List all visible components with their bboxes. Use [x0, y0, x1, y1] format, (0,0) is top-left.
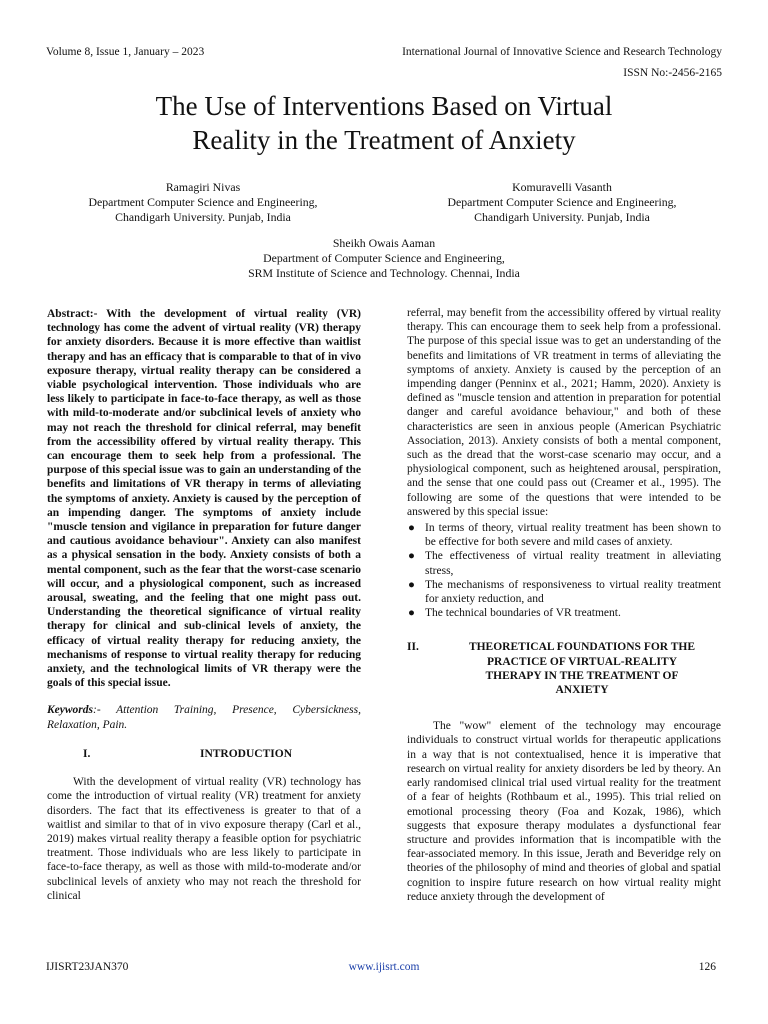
introduction-paragraph: With the development of virtual reality (VR) technology has come the introduction of virtual reality (VR) treatment for anxiety disorders. The fact that its effectiveness is greater to that of a waitlist and similar to that of in vivo exposure therapy (Carl et al., 2019) makes virtual reality therapy a feasible option for psychiatric treatment. Those individuals who are less likely to participate in face-to-face therapy, as well as those with mild-to-moderate and/or subclinical levels of anxiety who may not reach the threshold for clinical	[47, 776, 361, 902]
paper-title-line-1: The Use of Interventions Based on Virtual	[155, 91, 613, 121]
page-number: 126	[698, 961, 716, 973]
running-header-journal: International Journal of Innovative Science and Research Technology	[402, 46, 722, 58]
section-2-number: II.	[407, 641, 419, 654]
author-department: Department Computer Science and Engineering,	[447, 194, 677, 209]
bullet-icon: ●	[408, 550, 415, 563]
author-name: Sheikh Owais Aaman	[332, 236, 436, 250]
author-block-1	[38, 180, 368, 224]
question-list	[407, 521, 721, 620]
list-item: ● The technical boundaries of VR treatment.	[408, 607, 621, 620]
section-2-title: THEORETICAL FOUNDATIONS FOR THE PRACTICE OF VIRTUAL-REALITY THERAPY IN THE TREATMENT OF ANXIETY	[468, 641, 696, 697]
section-1-title: INTRODUCTION	[199, 747, 292, 760]
keywords	[47, 703, 361, 731]
running-header-issn: ISSN No:-2456-2165	[623, 67, 722, 79]
author-block-2	[397, 180, 727, 224]
author-department: Department of Computer Science and Engineering,	[263, 250, 505, 265]
paper-title-line-2: Reality in the Treatment of Anxiety	[192, 125, 576, 155]
footer-website-link[interactable]: www.ijisrt.com	[348, 961, 420, 973]
introduction-continued: referral, may benefit from the accessibility offered by virtual reality therapy. This can encourage them to seek help from a professional. The purpose of this special issue was to get an understanding of the benefits and limitations of VR treatment in terms of alleviating the symptoms of anxiety. Anxiety is caused by the perception of an impending danger (Penninx et al., 2021; Hamm, 2020). Anxiety is defined as "muscle tension and attention in preparation for potential danger and careful avoidance behaviour," and both of these characteristics are seen in anxious people (American Psychiatric Association, 2013). Anxiety consists of both a mental component, such as the dread that the worst-case scenario may occur, and a physiological component, such as heightened arousal, perspiration, and the sense that one could pass out (Creamer et al., 1995). The following are some of the questions that were intended to be answered by this special issue:	[407, 307, 721, 518]
author-institution: Chandigarh University. Punjab, India	[115, 209, 291, 224]
abstract: Abstract:- With the development of virtual reality (VR) technology has come the advent of virtual reality (VR) therapy for anxiety disorders. Because it is more effective than waitlist therapy and has an efficacy that is comparable to that of in vivo exposure therapy, virtual reality therapy can be considered a viable psychological intervention. Those individuals who are less likely to participate in face-to-face therapy, as well as those with mild-to-moderate and/or subclinical levels of anxiety who may not reach the threshold for clinical referral, may benefit from the accessibility offered by virtual reality therapy. This can encourage them to seek help from a professional. The purpose of this special issue was to gain an understanding of the benefits and limitations of VR therapy in terms of alleviating the symptoms of anxiety. Anxiety is caused by the perception of an impending danger. The symptoms of anxiety include "muscle tension and vigilance in preparation for future danger and cautious avoidance behaviour". Anxiety can also manifest as a physical sensation in the body. Anxiety consists of both a mental component, such as the fear that the worst-case scenario will occur, and a physiological component, such as increased arousal, sweating, and the feeling that one might pass out. Understanding the theoretical significance of virtual reality therapy for clinical and sub-clinical levels of anxiety, the efficacy of virtual reality therapy for reducing anxiety, the mechanisms of response to virtual reality therapy for reducing anxiety, and the technological limits of VR therapy were the goals of this special issue.	[47, 308, 361, 690]
left-column	[47, 307, 361, 903]
bullet-icon: ●	[408, 578, 415, 591]
author-block-3	[219, 236, 549, 280]
bullet-icon: ●	[408, 607, 415, 620]
section-1-number: I.	[83, 747, 91, 760]
list-item: ● The mechanisms of responsiveness to virtual reality treatment for anxiety reduction, and	[408, 578, 721, 606]
author-institution: Chandigarh University. Punjab, India	[474, 209, 650, 224]
author-institution: SRM Institute of Science and Technology. Chennai, India	[248, 265, 520, 280]
keywords-text: :- Attention Training, Presence, Cybersickness, Relaxation, Pain.	[47, 704, 361, 731]
keywords-label: Keywords	[47, 704, 93, 717]
section-2-heading	[407, 640, 721, 697]
right-column	[407, 306, 721, 904]
list-item: ● The effectiveness of virtual reality treatment in alleviating stress,	[408, 550, 721, 577]
list-item: ● In terms of theory, virtual reality treatment has been shown to be effective for both severe and mild cases of anxiety.	[408, 522, 721, 549]
author-name: Ramagiri Nivas	[165, 180, 241, 194]
author-name: Komuravelli Vasanth	[512, 180, 612, 194]
section-2-paragraph: The "wow" element of the technology may encourage individuals to construct virtual worlds for therapeutic applications in a way that is not contextualised, hence it is imperative that research on virtual reality for anxiety disorders be led by theory. An early randomised clinical trial used virtual reality for the treatment of a fear of heights (Rothbaum et al., 1995). This trial relied on emotional processing theory (Foa and Kozak, 1986), which suggests that exposure therapy modulates a dysfunctional fear structure and provides information that is incompatible with the fear-associated memory. In this issue, Jerath and Beveridge rely on theories of the philosophy of mind and theories of global and spatial cognition to inspire future research on how virtual reality might reduce anxiety through the development of	[407, 720, 721, 903]
author-department: Department Computer Science and Engineering,	[88, 194, 318, 209]
running-header-volume: Volume 8, Issue 1, January – 2023	[46, 46, 205, 58]
bullet-icon: ●	[408, 522, 415, 535]
section-1-heading	[47, 747, 361, 761]
footer-paper-id: IJISRT23JAN370	[46, 961, 129, 973]
paper-title	[60, 89, 708, 157]
